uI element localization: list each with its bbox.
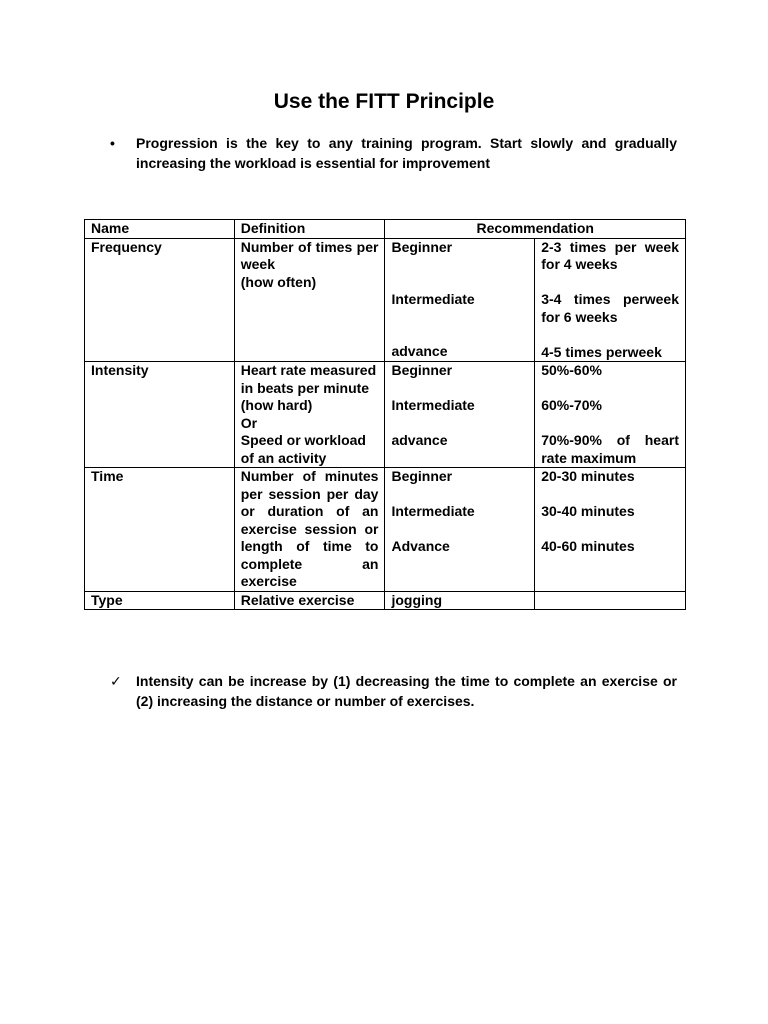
level-label: Advance: [391, 538, 450, 554]
definition-line: Heart rate measured in beats per minute (how hard): [240, 362, 377, 413]
row-name: Type: [85, 591, 235, 610]
value-text: 70%-90% of heart rate maximum: [541, 432, 679, 466]
row-name: Frequency: [85, 238, 235, 362]
row-definition: [234, 238, 385, 362]
row-definition: [234, 362, 385, 468]
value-text: 20-30 minutes: [541, 468, 635, 484]
table-row: [85, 238, 686, 362]
value-text: 2-3 times per week for 4 weeks: [541, 238, 679, 272]
row-definition: [234, 468, 385, 592]
level-label: advance: [391, 342, 448, 359]
level-label: Beginner: [391, 362, 453, 378]
row-levels: [385, 468, 535, 592]
row-definition: Relative exercise: [234, 591, 385, 610]
row-values: [535, 468, 686, 592]
row-values: [535, 591, 686, 610]
value-text: 40-60 minutes: [541, 538, 635, 554]
row-name: Time: [85, 468, 235, 592]
header-definition: Definition: [234, 220, 385, 239]
level-label: Intermediate: [391, 397, 475, 413]
definition-line: Or: [240, 414, 258, 431]
bullet-dot-icon: •: [110, 135, 115, 151]
checkmark-icon: ✓: [110, 673, 122, 689]
row-levels: [385, 362, 535, 468]
value-text: 30-40 minutes: [541, 503, 635, 519]
level-label: advance: [391, 432, 448, 448]
table-row: [85, 468, 686, 592]
level-label: Beginner: [391, 238, 453, 255]
level-label: Intermediate: [391, 290, 475, 307]
value-text: 4-5 times perweek: [541, 343, 662, 360]
table-header-row: [85, 220, 686, 239]
closing-bullet: [110, 671, 677, 711]
value-text: 60%-70%: [541, 397, 602, 413]
row-levels: jogging: [385, 591, 535, 610]
header-recommendation: Recommendation: [385, 220, 686, 239]
closing-bullet-text: Intensity can be increase by (1) decreasing the time to complete an exercise or (2) increasing the distance or number of exercises.: [136, 673, 677, 709]
level-label: Intermediate: [391, 503, 475, 519]
value-text: 3-4 times perweek for 6 weeks: [541, 291, 679, 325]
table-row: [85, 362, 686, 468]
fitt-table: [84, 219, 686, 610]
intro-bullet-text: Progression is the key to any training program. Start slowly and gradually increasing the workload is essential for improvement: [136, 135, 677, 171]
row-values: [535, 362, 686, 468]
level-label: Beginner: [391, 468, 453, 484]
definition-line: Number of times per week: [240, 238, 379, 272]
definition-line: Speed or workload of an activity: [240, 432, 366, 466]
row-levels: [385, 238, 535, 362]
definition-line: (how often): [240, 273, 317, 290]
header-name: Name: [85, 220, 235, 239]
definition-line: Number of minutes per session per day or duration of an exercise session or length of time to complete an exercise: [240, 468, 379, 589]
row-values: [535, 238, 686, 362]
row-name: Intensity: [85, 362, 235, 468]
table-row: [85, 591, 686, 610]
page-title: Use the FITT Principle: [273, 90, 495, 113]
intro-bullet: [110, 133, 677, 173]
value-text: 50%-60%: [541, 362, 602, 378]
